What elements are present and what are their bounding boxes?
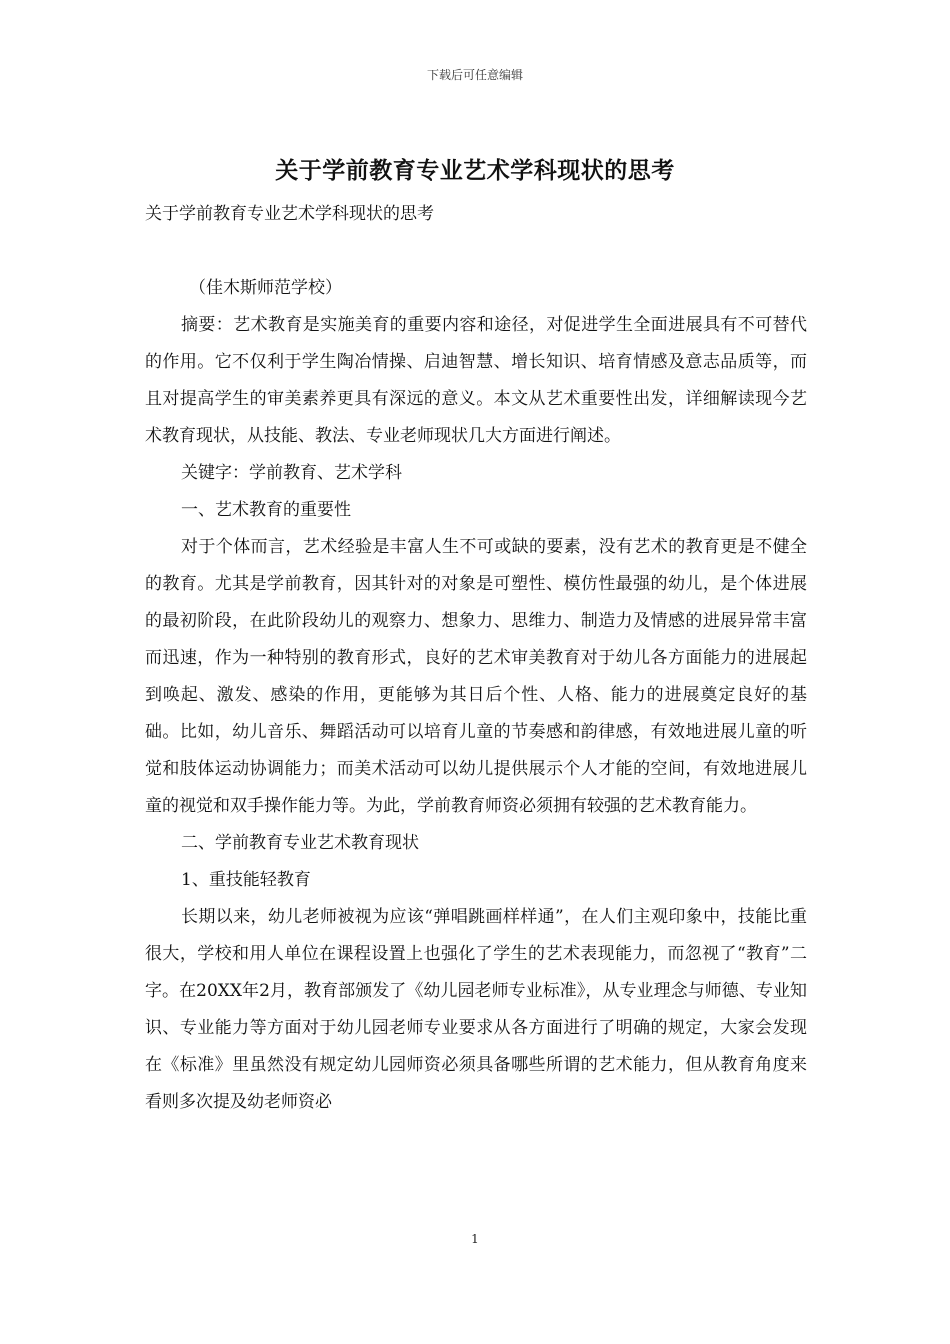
affiliation: （佳木斯师范学校） [189,278,342,298]
document-title: 关于学前教育专业艺术学科现状的思考 [275,157,675,184]
section-2-paragraph: 长期以来，幼儿老师被视为应该“弹唱跳画样样通”，在人们主观印象中，技能比重很大，学校和用人单位在课程设置上也强化了学生的艺术表现能力，而忽视了“教育”二字。在20XX年2月，教育部颁发了《幼儿园老师专业标准》，从专业理念与师德、专业知识、专业能力等方面对于幼儿园老师专业要求从各方面进行了明确的规定，大家会发现在《标准》里虽然没有规定幼儿园师资必须具备哪些所谓的艺术能力，但从教育角度来看则多次提及幼老师资必 [145,907,807,1112]
page-header: 下载后可任意编辑 [426,68,523,82]
section-1-paragraph: 对于个体而言，艺术经验是丰富人生不可或缺的要素，没有艺术的教育更是不健全的教育。尤其是学前教育，因其针对的对象是可塑性、模仿性最强的幼儿，是个体进展的最初阶段，在此阶段幼儿的观察力、想象力、思维力、制造力及情感的进展异常丰富而迅速，作为一种特别的教育形式，良好的艺术审美教育对于幼儿各方面能力的进展起到唤起、激发、感染的作用，更能够为其日后个性、人格、能力的进展奠定良好的基础。比如，幼儿音乐、舞蹈活动可以培育儿童的节奏感和韵律感，有效地进展儿童的听觉和肢体运动协调能力；而美术活动可以幼儿提供展示个人才能的空间，有效地进展儿童的视觉和双手操作能力等。为此，学前教育师资必须拥有较强的艺术教育能力。 [145,537,807,816]
section-1-heading: 一、艺术教育的重要性 [181,500,351,520]
keywords: 关键字：学前教育、艺术学科 [181,463,402,483]
section-2-subheading: 1、重技能轻教育 [181,870,311,890]
section-2-heading: 二、学前教育专业艺术教育现状 [181,833,419,853]
document-subtitle: 关于学前教育专业艺术学科现状的思考 [145,204,434,224]
abstract-paragraph: 摘要：艺术教育是实施美育的重要内容和途径，对促进学生全面进展具有不可替代的作用。它不仅利于学生陶冶情操、启迪智慧、增长知识、培育情感及意志品质等，而且对提高学生的审美素养更具有深远的意义。本文从艺术重要性出发，详细解读现今艺术教育现状，从技能、教法、专业老师现状几大方面进行阐述。 [145,315,807,446]
page-number: 1 [471,1232,479,1246]
document-body [145,196,807,1121]
